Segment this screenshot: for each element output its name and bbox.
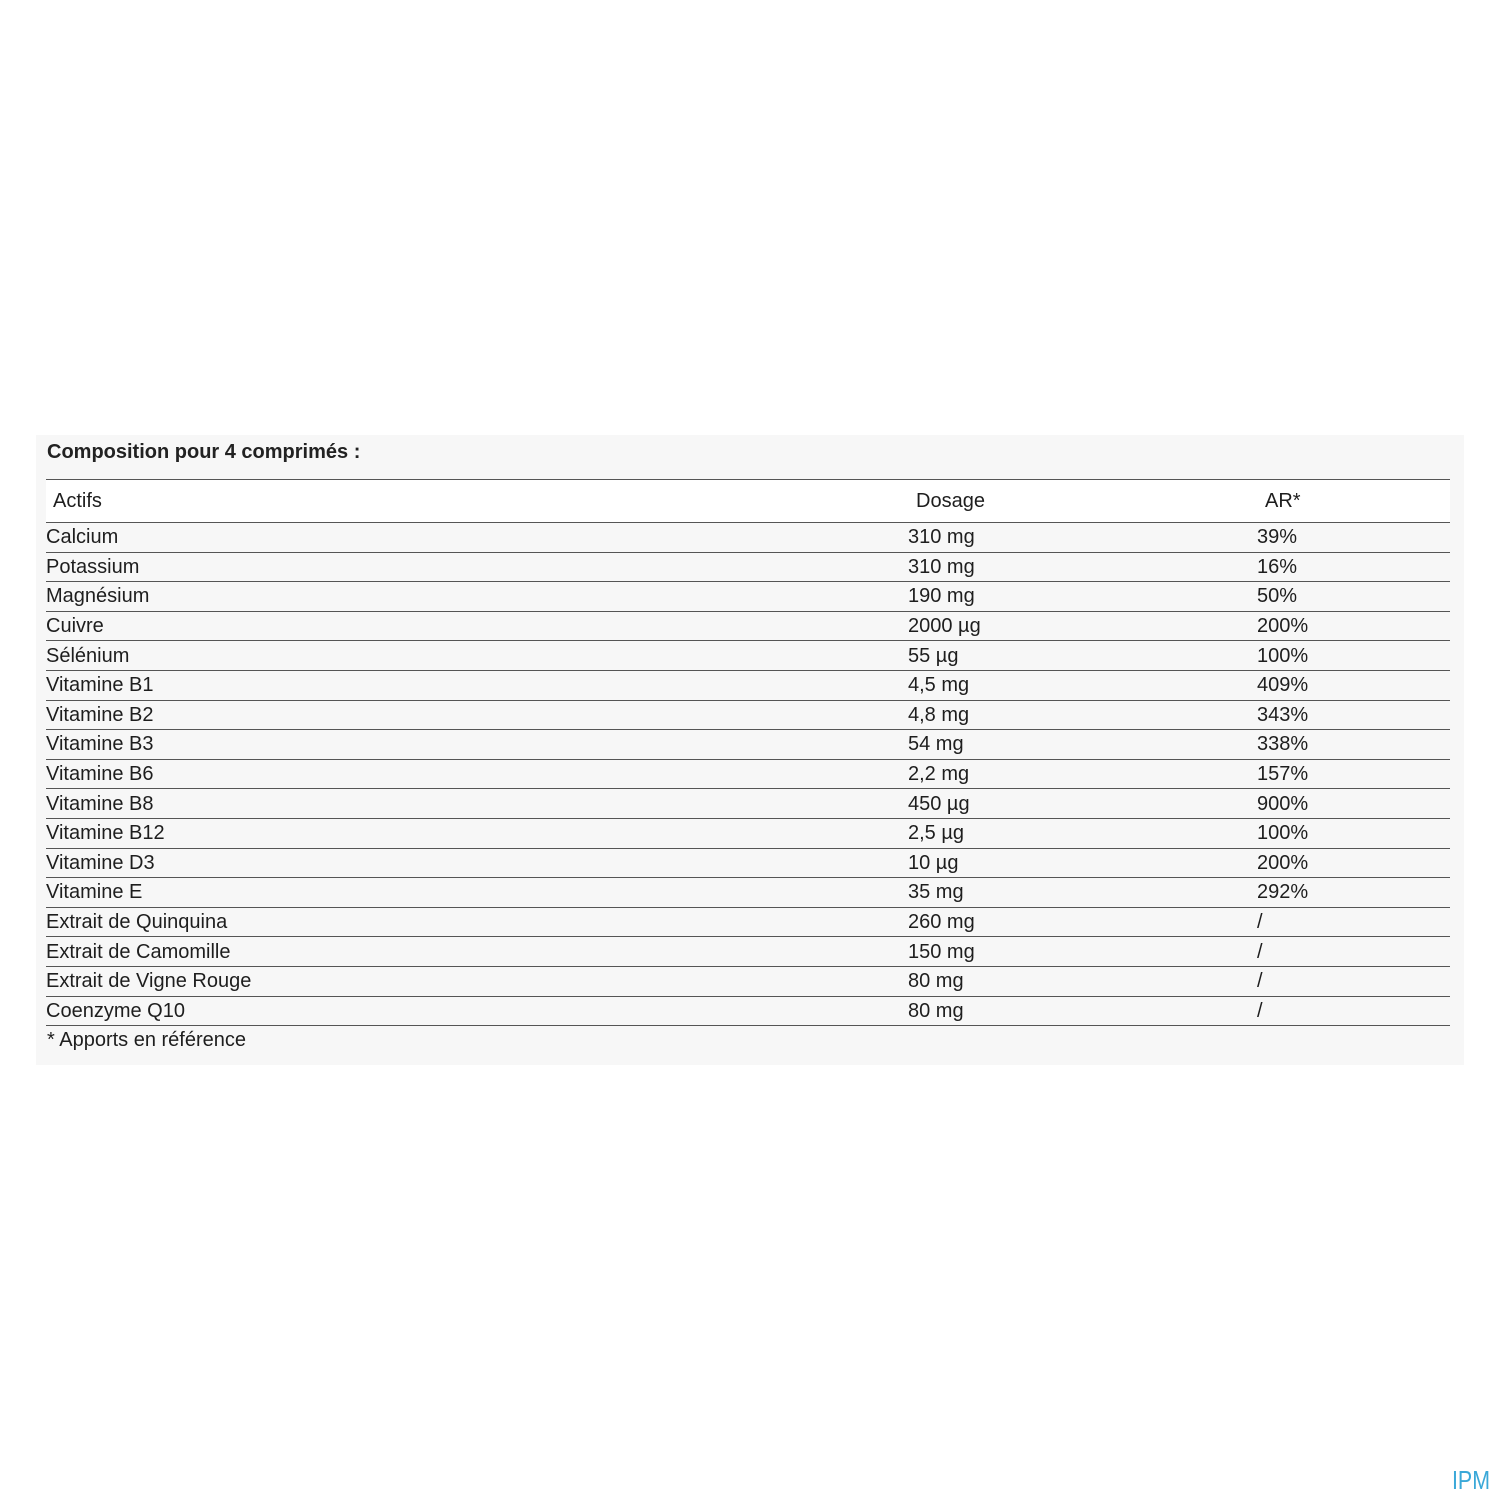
- header-row: [46, 480, 1450, 523]
- cell-dosage: 2000 µg: [908, 611, 1257, 641]
- cell-dosage: 310 mg: [908, 552, 1257, 582]
- cell-ar: 39%: [1257, 523, 1450, 553]
- cell-actif: Vitamine B1: [46, 670, 908, 700]
- cell-dosage: 2,2 mg: [908, 759, 1257, 789]
- cell-actif: Extrait de Quinquina: [46, 907, 908, 937]
- cell-actif: Extrait de Camomille: [46, 937, 908, 967]
- cell-actif: Vitamine B8: [46, 789, 908, 819]
- cell-dosage: 80 mg: [908, 966, 1257, 996]
- cell-actif: Vitamine D3: [46, 848, 908, 878]
- table-row: [46, 818, 1450, 848]
- cell-dosage: 450 µg: [908, 789, 1257, 819]
- table-row: [46, 670, 1450, 700]
- table-row: [46, 611, 1450, 641]
- cell-ar: 157%: [1257, 759, 1450, 789]
- table-row: [46, 878, 1450, 908]
- cell-ar: 200%: [1257, 611, 1450, 641]
- cell-dosage: 2,5 µg: [908, 818, 1257, 848]
- cell-ar: /: [1257, 937, 1450, 967]
- cell-actif: Cuivre: [46, 611, 908, 641]
- cell-ar: 16%: [1257, 552, 1450, 582]
- cell-actif: Magnésium: [46, 582, 908, 612]
- footnote: * Apports en référence: [47, 1029, 247, 1051]
- cell-actif: Potassium: [46, 552, 908, 582]
- table-row: [46, 966, 1450, 996]
- composition-panel: [36, 435, 1464, 1065]
- table-row: [46, 907, 1450, 937]
- svg-text:IPM: IPM: [1452, 1465, 1490, 1495]
- cell-dosage: 55 µg: [908, 641, 1257, 671]
- table-row: [46, 789, 1450, 819]
- table-row: [46, 730, 1450, 760]
- header-ar: AR*: [1257, 480, 1450, 523]
- composition-title: Composition pour 4 comprimés :: [47, 441, 361, 463]
- cell-dosage: 310 mg: [908, 523, 1257, 553]
- cell-dosage: 150 mg: [908, 937, 1257, 967]
- cell-ar: 100%: [1257, 818, 1450, 848]
- cell-dosage: 4,8 mg: [908, 700, 1257, 730]
- cell-ar: 292%: [1257, 878, 1450, 908]
- table-row: [46, 848, 1450, 878]
- cell-actif: Coenzyme Q10: [46, 996, 908, 1026]
- cell-ar: 200%: [1257, 848, 1450, 878]
- cell-dosage: 260 mg: [908, 907, 1257, 937]
- table-row: [46, 552, 1450, 582]
- cell-actif: Extrait de Vigne Rouge: [46, 966, 908, 996]
- cell-actif: Sélénium: [46, 641, 908, 671]
- table-row: [46, 641, 1450, 671]
- cell-actif: Vitamine B12: [46, 818, 908, 848]
- cell-ar: 50%: [1257, 582, 1450, 612]
- cell-ar: /: [1257, 996, 1450, 1026]
- cell-dosage: 80 mg: [908, 996, 1257, 1026]
- table-header: [46, 480, 1450, 523]
- header-dosage: Dosage: [908, 480, 1257, 523]
- cell-ar: /: [1257, 966, 1450, 996]
- cell-ar: 343%: [1257, 700, 1450, 730]
- ipm-logo-icon: [1452, 1464, 1492, 1495]
- composition-table: [46, 479, 1450, 1026]
- table-row: [46, 582, 1450, 612]
- table-body: [46, 523, 1450, 1026]
- cell-ar: 100%: [1257, 641, 1450, 671]
- cell-actif: Vitamine B3: [46, 730, 908, 760]
- cell-ar: /: [1257, 907, 1450, 937]
- cell-actif: Vitamine E: [46, 878, 908, 908]
- cell-ar: 900%: [1257, 789, 1450, 819]
- header-actifs: Actifs: [46, 480, 908, 523]
- cell-actif: Vitamine B6: [46, 759, 908, 789]
- cell-actif: Calcium: [46, 523, 908, 553]
- cell-dosage: 190 mg: [908, 582, 1257, 612]
- table-row: [46, 700, 1450, 730]
- cell-ar: 338%: [1257, 730, 1450, 760]
- table-row: [46, 759, 1450, 789]
- cell-dosage: 10 µg: [908, 848, 1257, 878]
- cell-actif: Vitamine B2: [46, 700, 908, 730]
- cell-dosage: 35 mg: [908, 878, 1257, 908]
- cell-dosage: 54 mg: [908, 730, 1257, 760]
- cell-ar: 409%: [1257, 670, 1450, 700]
- table-row: [46, 937, 1450, 967]
- table-row: [46, 523, 1450, 553]
- table-row: [46, 996, 1450, 1026]
- cell-dosage: 4,5 mg: [908, 670, 1257, 700]
